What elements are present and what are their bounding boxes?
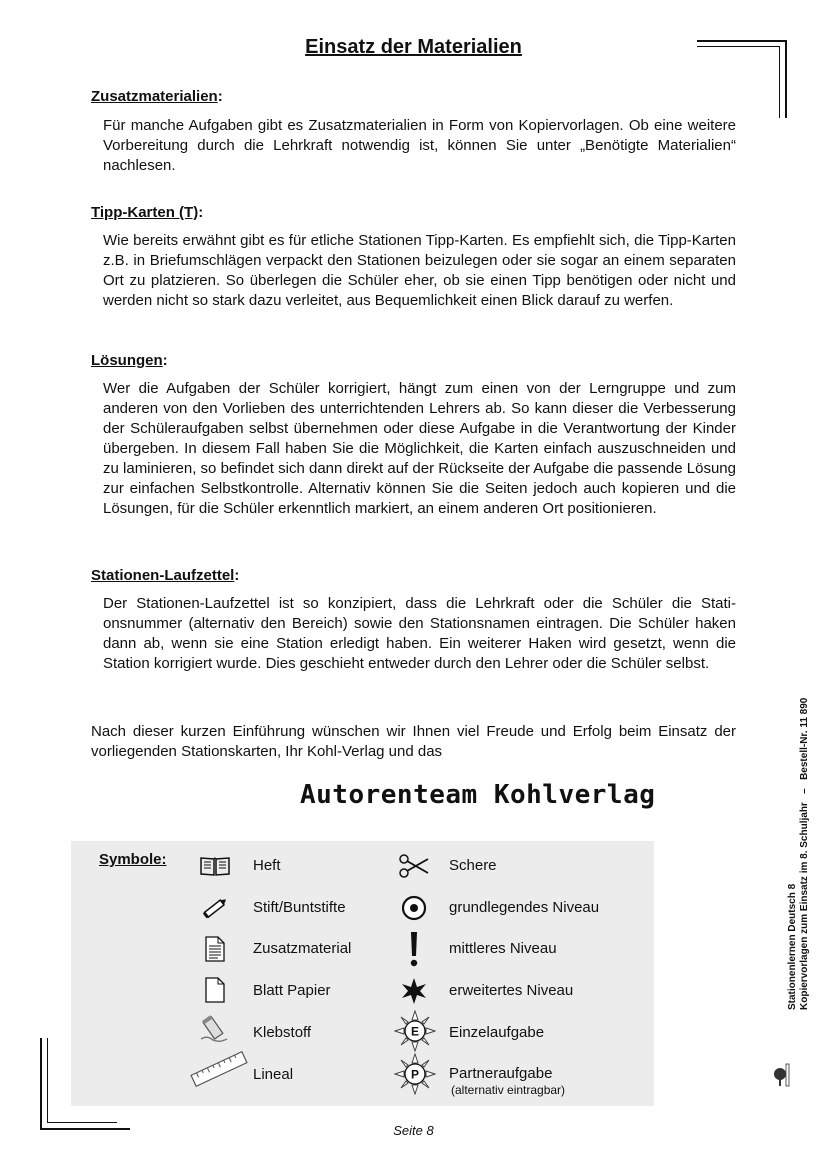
- star-icon: [396, 976, 432, 1006]
- section-heading-loesungen: Lösungen:: [91, 352, 168, 369]
- symbol-label-grundlegend: grundlegendes Niveau: [449, 899, 600, 916]
- section-text-loesungen: Wer die Aufgaben der Schüler korrigiert, hängt zum einen von der Lerngruppe und zum anderen von den Vorlieben des unterrichtenden Lehrers ab. So kann dieser die Verbesserung der Schüleraufgaben selbst übernehmen oder diese Aufgabe in die Verantwortung der Kinder übergeben. In diesem Fall haben Sie die Möglichkeit, die Karten einfach auszuschneiden und zu laminieren, so befindet sich dann direkt auf der Rückseite der Aufgabe die passende Lösung zur einfachen Selbstkontrolle. Alternativ können Sie die Seiten jedoch auch kopieren und die Lösungen, für die Schüler erkenntlich markiert, an einem anderen Ort positionieren.: [103, 380, 736, 517]
- symbol-label-klebstoff: Klebstoff: [253, 1024, 312, 1041]
- frame-bottom-left-v2: [47, 1038, 48, 1122]
- section-heading-zusatzmaterialien: Zusatzmaterialien:: [91, 88, 223, 105]
- glue-icon: [197, 1014, 233, 1044]
- page-title: Einsatz der Materialien: [305, 36, 522, 58]
- symbol-label-schere: Schere: [449, 857, 497, 874]
- ruler-icon: [189, 1051, 249, 1087]
- symbol-legend-box: [71, 841, 654, 1106]
- document-lines-icon: [197, 934, 233, 964]
- sun-e-icon: [394, 1010, 436, 1052]
- signature: Autorenteam Kohlverlag: [300, 780, 656, 810]
- frame-bottom-left-v1: [40, 1038, 42, 1130]
- blank-page-icon: [197, 975, 233, 1005]
- page-number: Seite 8: [393, 1123, 434, 1138]
- svg-text:P: P: [410, 1067, 420, 1082]
- section-text-zusatzmaterialien: Für manche Aufgaben gibt es Zusatzmaterialien in Form von Kopiervorlagen. Ob eine weitere Vorbereitung durch die Lehrkraft notwendig ist, können Sie unter „Benötigte Materialien“ nachlesen.: [103, 117, 736, 174]
- target-circle-icon: [396, 893, 432, 923]
- symbol-label-mittleres: mittleres Niveau: [449, 940, 557, 957]
- section-text-laufzettel: Der Stationen-Laufzettel ist so konzipiert, dass die Lehrkraft oder die Schüler die Stationsnummer (alternativ den Bereich) sowie den Stationsnamen eintragen. Die Schüler haken dann ab, wenn sie eine Station erledigt haben. Ein weiterer Haken wird gesetzt, wenn die Station korrigiert wurde. Dies geschieht entweder durch den Lehrer oder die Schüler selbst.: [103, 595, 736, 672]
- section-heading-laufzettel: Stationen-Laufzettel:: [91, 567, 240, 584]
- side-order-number: Bestell-Nr. 11 890: [799, 697, 810, 780]
- sun-p-icon: [394, 1053, 436, 1095]
- symbol-label-lineal: Lineal: [253, 1066, 294, 1083]
- section-text-tipp-karten: Wie bereits erwähnt gibt es für etliche Stationen Tipp-Karten. Es empfiehlt sich, die Tipp-Karten z.B. in Briefumschlägen verpackt den Stationen beizulegen oder sie sogar an einem separaten Ort zu platzieren. So überlegen die Schüler eher, ob sie einen Tipp benötigen oder nicht und werden nicht so stark dazu verleitet, aus Bequemlichkeit einen Blick darauf zu werfen.: [103, 232, 736, 309]
- section-heading-tipp-karten: Tipp-Karten (T):: [91, 204, 204, 221]
- symbol-label-erweitert: erweitertes Niveau: [449, 982, 574, 999]
- publisher-logo: [772, 1060, 798, 1088]
- symbol-label-stift: Stift/Buntstifte: [253, 899, 346, 916]
- symbol-label-heft: Heft: [253, 857, 281, 874]
- side-imprint: [787, 698, 811, 1010]
- scissors-icon: [396, 851, 432, 881]
- symbol-legend-title: Symbole:: [99, 851, 167, 868]
- symbol-label-partneraufgabe: Partneraufgabe: [449, 1065, 553, 1082]
- symbol-note-partneraufgabe: (alternativ eintragbar): [451, 1083, 566, 1097]
- book-icon: [197, 851, 233, 881]
- side-line-2: Kopiervorlagen zum Einsatz im 8. Schuljahr: [799, 802, 810, 1010]
- side-separator: –: [799, 788, 810, 794]
- pencil-icon: [197, 893, 233, 923]
- closing-text: Nach dieser kurzen Einführung wünschen wir Ihnen viel Freude und Erfolg beim Einsatz der vorliegenden Stationskarten, Ihr Kohl-Verlag und das: [91, 723, 736, 760]
- symbol-label-zusatzmaterial: Zusatzmaterial: [253, 940, 352, 957]
- side-line-1: Stationenlernen Deutsch 8: [787, 883, 798, 1010]
- exclamation-icon: [396, 930, 432, 968]
- svg-text:E: E: [410, 1024, 420, 1039]
- symbol-label-einzelaufgabe: Einzelaufgabe: [449, 1024, 545, 1041]
- symbol-label-blatt-papier: Blatt Papier: [253, 982, 331, 999]
